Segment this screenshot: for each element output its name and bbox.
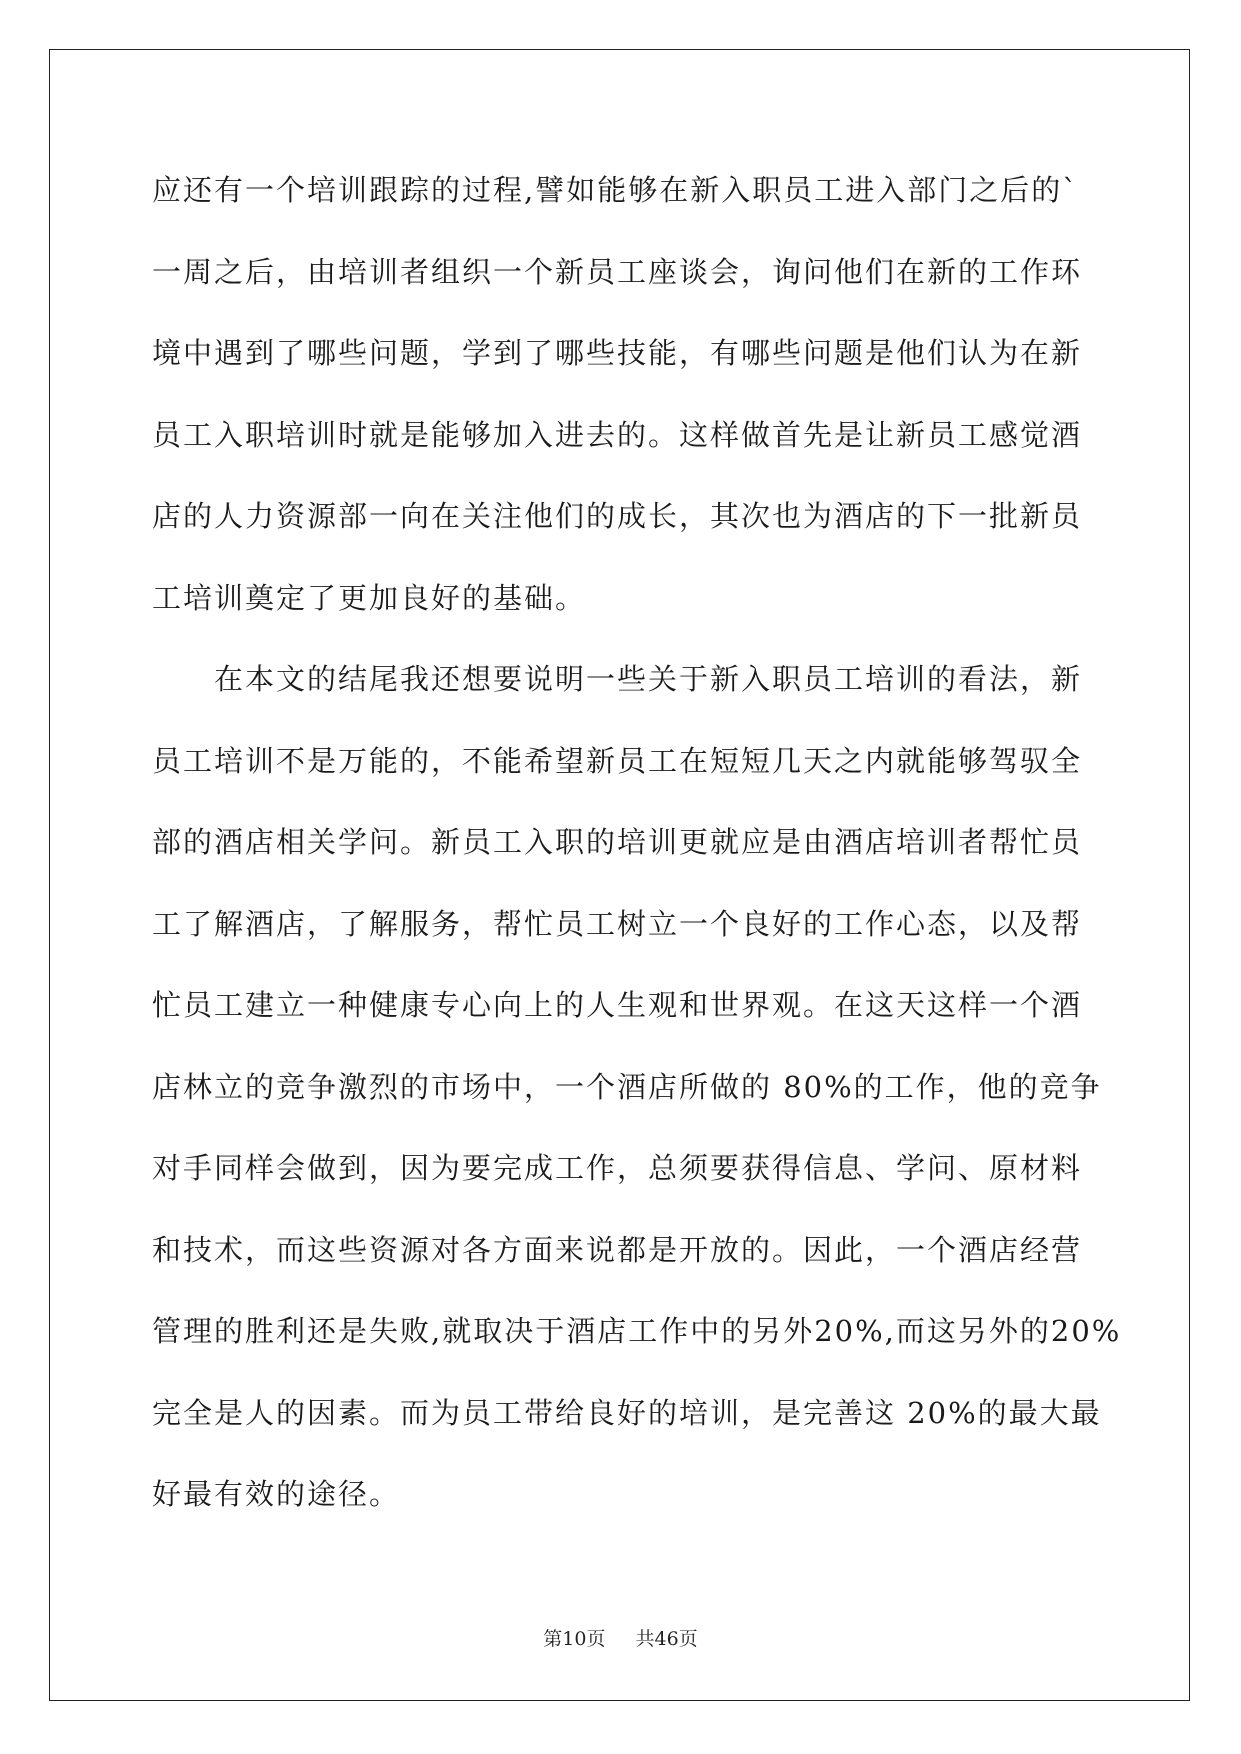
text-line: 部的酒店相关学问。新员工入职的培训更就应是由酒店培训者帮忙员 bbox=[152, 825, 1083, 859]
text-line: 员工入职培训时就是能够加入进去的。这样做首先是让新员工感觉酒 bbox=[152, 417, 1083, 452]
current-page-number: 第10页 bbox=[543, 1628, 606, 1650]
text-line: 管理的胜利还是失败,就取决于酒店工作中的另外20%,而这另外的20% bbox=[152, 1314, 1122, 1348]
text-line: 一周之后，由培训者组织一个新员工座谈会，询问他们在新的工作环 bbox=[152, 254, 1083, 289]
text-line: 对手同样会做到，因为要完成工作，总须要获得信息、学问、原材料 bbox=[152, 1151, 1083, 1185]
text-line: 店的人力资源部一向在关注他们的成长，其次也为酒店的下一批新员 bbox=[152, 499, 1083, 533]
text-line: 员工培训不是万能的，不能希望新员工在短短几天之内就能够驾驭全 bbox=[152, 743, 1083, 778]
page-footer bbox=[0, 1624, 1241, 1651]
text-line: 好最有效的途径。 bbox=[152, 1477, 401, 1511]
text-line: 店林立的竞争激烈的市场中，一个酒店所做的 80%的工作，他的竞争 bbox=[152, 1069, 1102, 1104]
text-line: 应还有一个培训跟踪的过程,譬如能够在新入职员工进入部门之后的` bbox=[152, 173, 1079, 207]
document-body bbox=[152, 150, 1122, 1536]
text-line: 和技术，而这些资源对各方面来说都是开放的。因此，一个酒店经营 bbox=[152, 1232, 1083, 1267]
paragraph-start-line: 在本文的结尾我还想要说明一些关于新入职员工培训的看法，新 bbox=[214, 662, 1083, 696]
text-line: 忙员工建立一种健康专心向上的人生观和世界观。在这天这样一个酒 bbox=[152, 988, 1083, 1022]
total-page-count: 共46页 bbox=[635, 1628, 698, 1650]
text-line: 工培训奠定了更加良好的基础。 bbox=[152, 580, 587, 615]
text-line: 完全是人的因素。而为员工带给良好的培训，是完善这 20%的最大最 bbox=[152, 1395, 1102, 1430]
text-line: 境中遇到了哪些问题，学到了哪些技能，有哪些问题是他们认为在新 bbox=[152, 336, 1083, 370]
text-line: 工了解酒店，了解服务，帮忙员工树立一个良好的工作心态，以及帮 bbox=[152, 906, 1083, 941]
